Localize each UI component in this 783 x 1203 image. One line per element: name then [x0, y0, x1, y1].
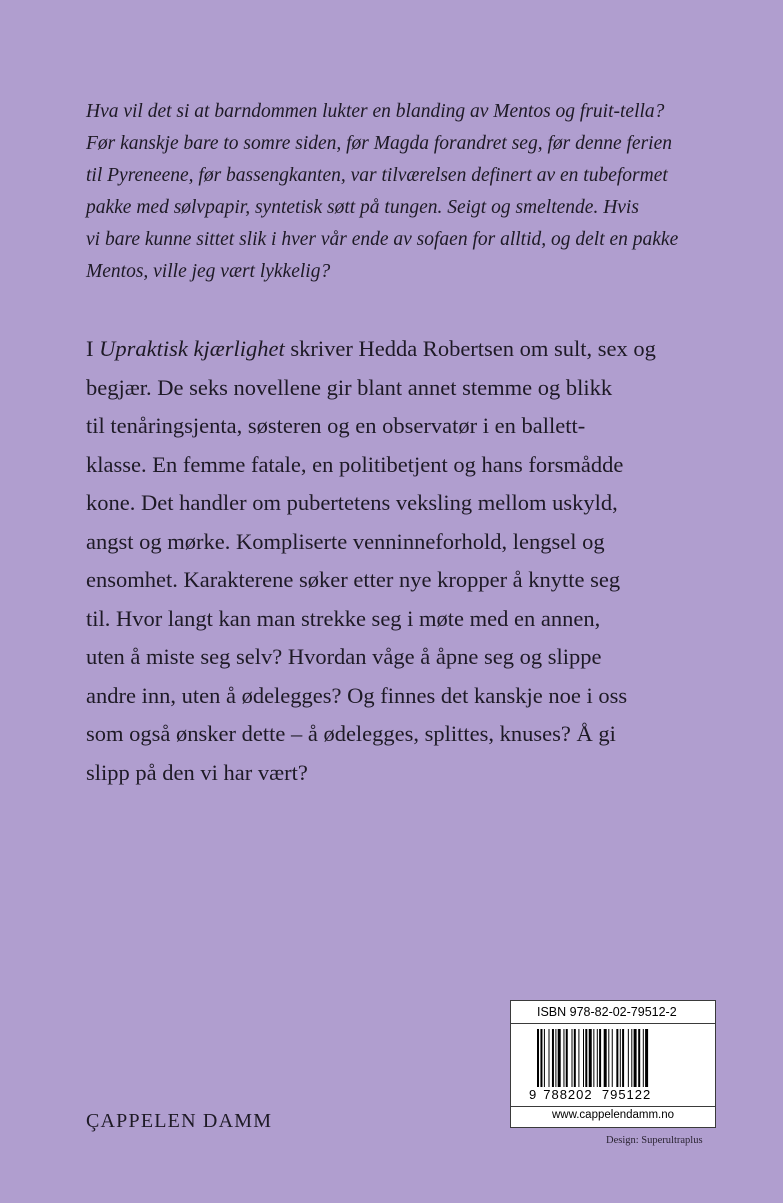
barcode-bar	[616, 1029, 618, 1087]
description-line: uten å miste seg selv? Hvordan våge å åpne seg og slippe	[86, 644, 602, 669]
barcode-bar	[612, 1029, 613, 1087]
barcode-bar	[631, 1029, 632, 1087]
barcode-bar	[555, 1029, 556, 1087]
description-first-line	[86, 330, 716, 369]
blurb-line: vi bare kunne sittet slik i hver vår ende av sofaen for alltid, og delt en pakke	[86, 229, 679, 250]
barcode-bar	[643, 1029, 644, 1087]
barcode-icon	[537, 1029, 707, 1087]
blurb-line: Før kanskje bare to somre siden, før Magda forandret seg, før denne ferien	[86, 133, 672, 154]
publisher-logo: ÇAPPELEN DAMM	[86, 1110, 273, 1132]
description-line: begjær. De seks novellene gir blant annet stemme og blikk	[86, 374, 613, 400]
design-credit: Design: Superultraplus	[606, 1135, 703, 1146]
barcode-group-1: 788202	[543, 1087, 593, 1102]
blurb-line: til Pyreneene, før bassengkanten, var tilværelsen definert av en tubeformet	[86, 165, 668, 186]
description-line: slipp på den vi har vært?	[86, 759, 308, 785]
blurb-excerpt	[86, 96, 726, 288]
barcode-bar	[645, 1029, 648, 1087]
barcode-bar	[563, 1029, 564, 1087]
barcode-bar	[572, 1029, 573, 1087]
barcode-bar	[608, 1029, 609, 1087]
barcode-bar	[552, 1029, 554, 1087]
blurb-line: Hva vil det si at barndommen lukter en blanding av Mentos og fruit-tella?	[86, 101, 665, 122]
barcode-bar	[589, 1029, 592, 1087]
book-title: Upraktisk kjærlighet	[99, 336, 285, 361]
description-line: til. Hvor langt kan man strekke seg i møte med en annen,	[86, 605, 601, 631]
barcode-bar	[622, 1029, 624, 1087]
barcode-bar	[583, 1029, 584, 1087]
description-line: klasse. En femme fatale, en politibetjent og hans forsmådde	[86, 451, 624, 477]
barcode-bar	[566, 1029, 568, 1087]
barcode-bar	[638, 1029, 640, 1087]
description-line: som også ønsker dette – å ødelegges, splittes, knuses? Å gi	[86, 721, 616, 746]
barcode-bar	[620, 1029, 621, 1087]
barcode-bar	[574, 1029, 576, 1087]
description-line: andre inn, uten å ødelegges? Og finnes det kanskje noe i oss	[86, 682, 628, 708]
barcode-bar	[604, 1029, 607, 1087]
barcode-bar	[540, 1029, 542, 1087]
barcode-bar	[549, 1029, 550, 1087]
description-line: angst og mørke. Kompliserte venninneforhold, lengsel og	[86, 528, 605, 554]
barcode-bar	[593, 1029, 594, 1087]
barcode-lead-digit: 9	[529, 1087, 538, 1102]
intro-prefix: I	[86, 336, 100, 361]
intro-rest: skriver Hedda Robertsen om sult, sex og	[284, 336, 656, 361]
book-description	[86, 330, 716, 792]
isbn-divider	[511, 1106, 715, 1107]
barcode-group-2: 795122	[601, 1087, 652, 1102]
barcode-bar	[634, 1029, 637, 1087]
barcode-bar	[597, 1029, 598, 1087]
isbn-box	[510, 1000, 716, 1128]
barcode-bar	[537, 1029, 539, 1087]
barcode-bar	[599, 1029, 601, 1087]
barcode-digits	[529, 1087, 651, 1102]
publisher-website: www.cappelendamm.no	[551, 1109, 675, 1121]
blurb-line: pakke med sølvpapir, syntetisk søtt på tungen. Seigt og smeltende. Hvis	[86, 197, 639, 218]
barcode-bar	[585, 1029, 587, 1087]
barcode-bar	[544, 1029, 545, 1087]
barcode-bar	[578, 1029, 579, 1087]
description-line: ensomhet. Karakterene søker etter nye kropper å knytte seg	[86, 567, 621, 592]
barcode-bar	[558, 1029, 561, 1087]
description-line: til tenåringsjenta, søsteren og en observatør i en ballett-	[86, 413, 586, 438]
barcode-bar	[628, 1029, 629, 1087]
isbn-label: ISBN 978-82-02-79512-2	[537, 1005, 677, 1019]
blurb-line: Mentos, ville jeg vært lykkelig?	[86, 261, 331, 282]
description-line: kone. Det handler om pubertetens veksling mellom uskyld,	[86, 490, 618, 515]
isbn-divider	[511, 1023, 715, 1024]
